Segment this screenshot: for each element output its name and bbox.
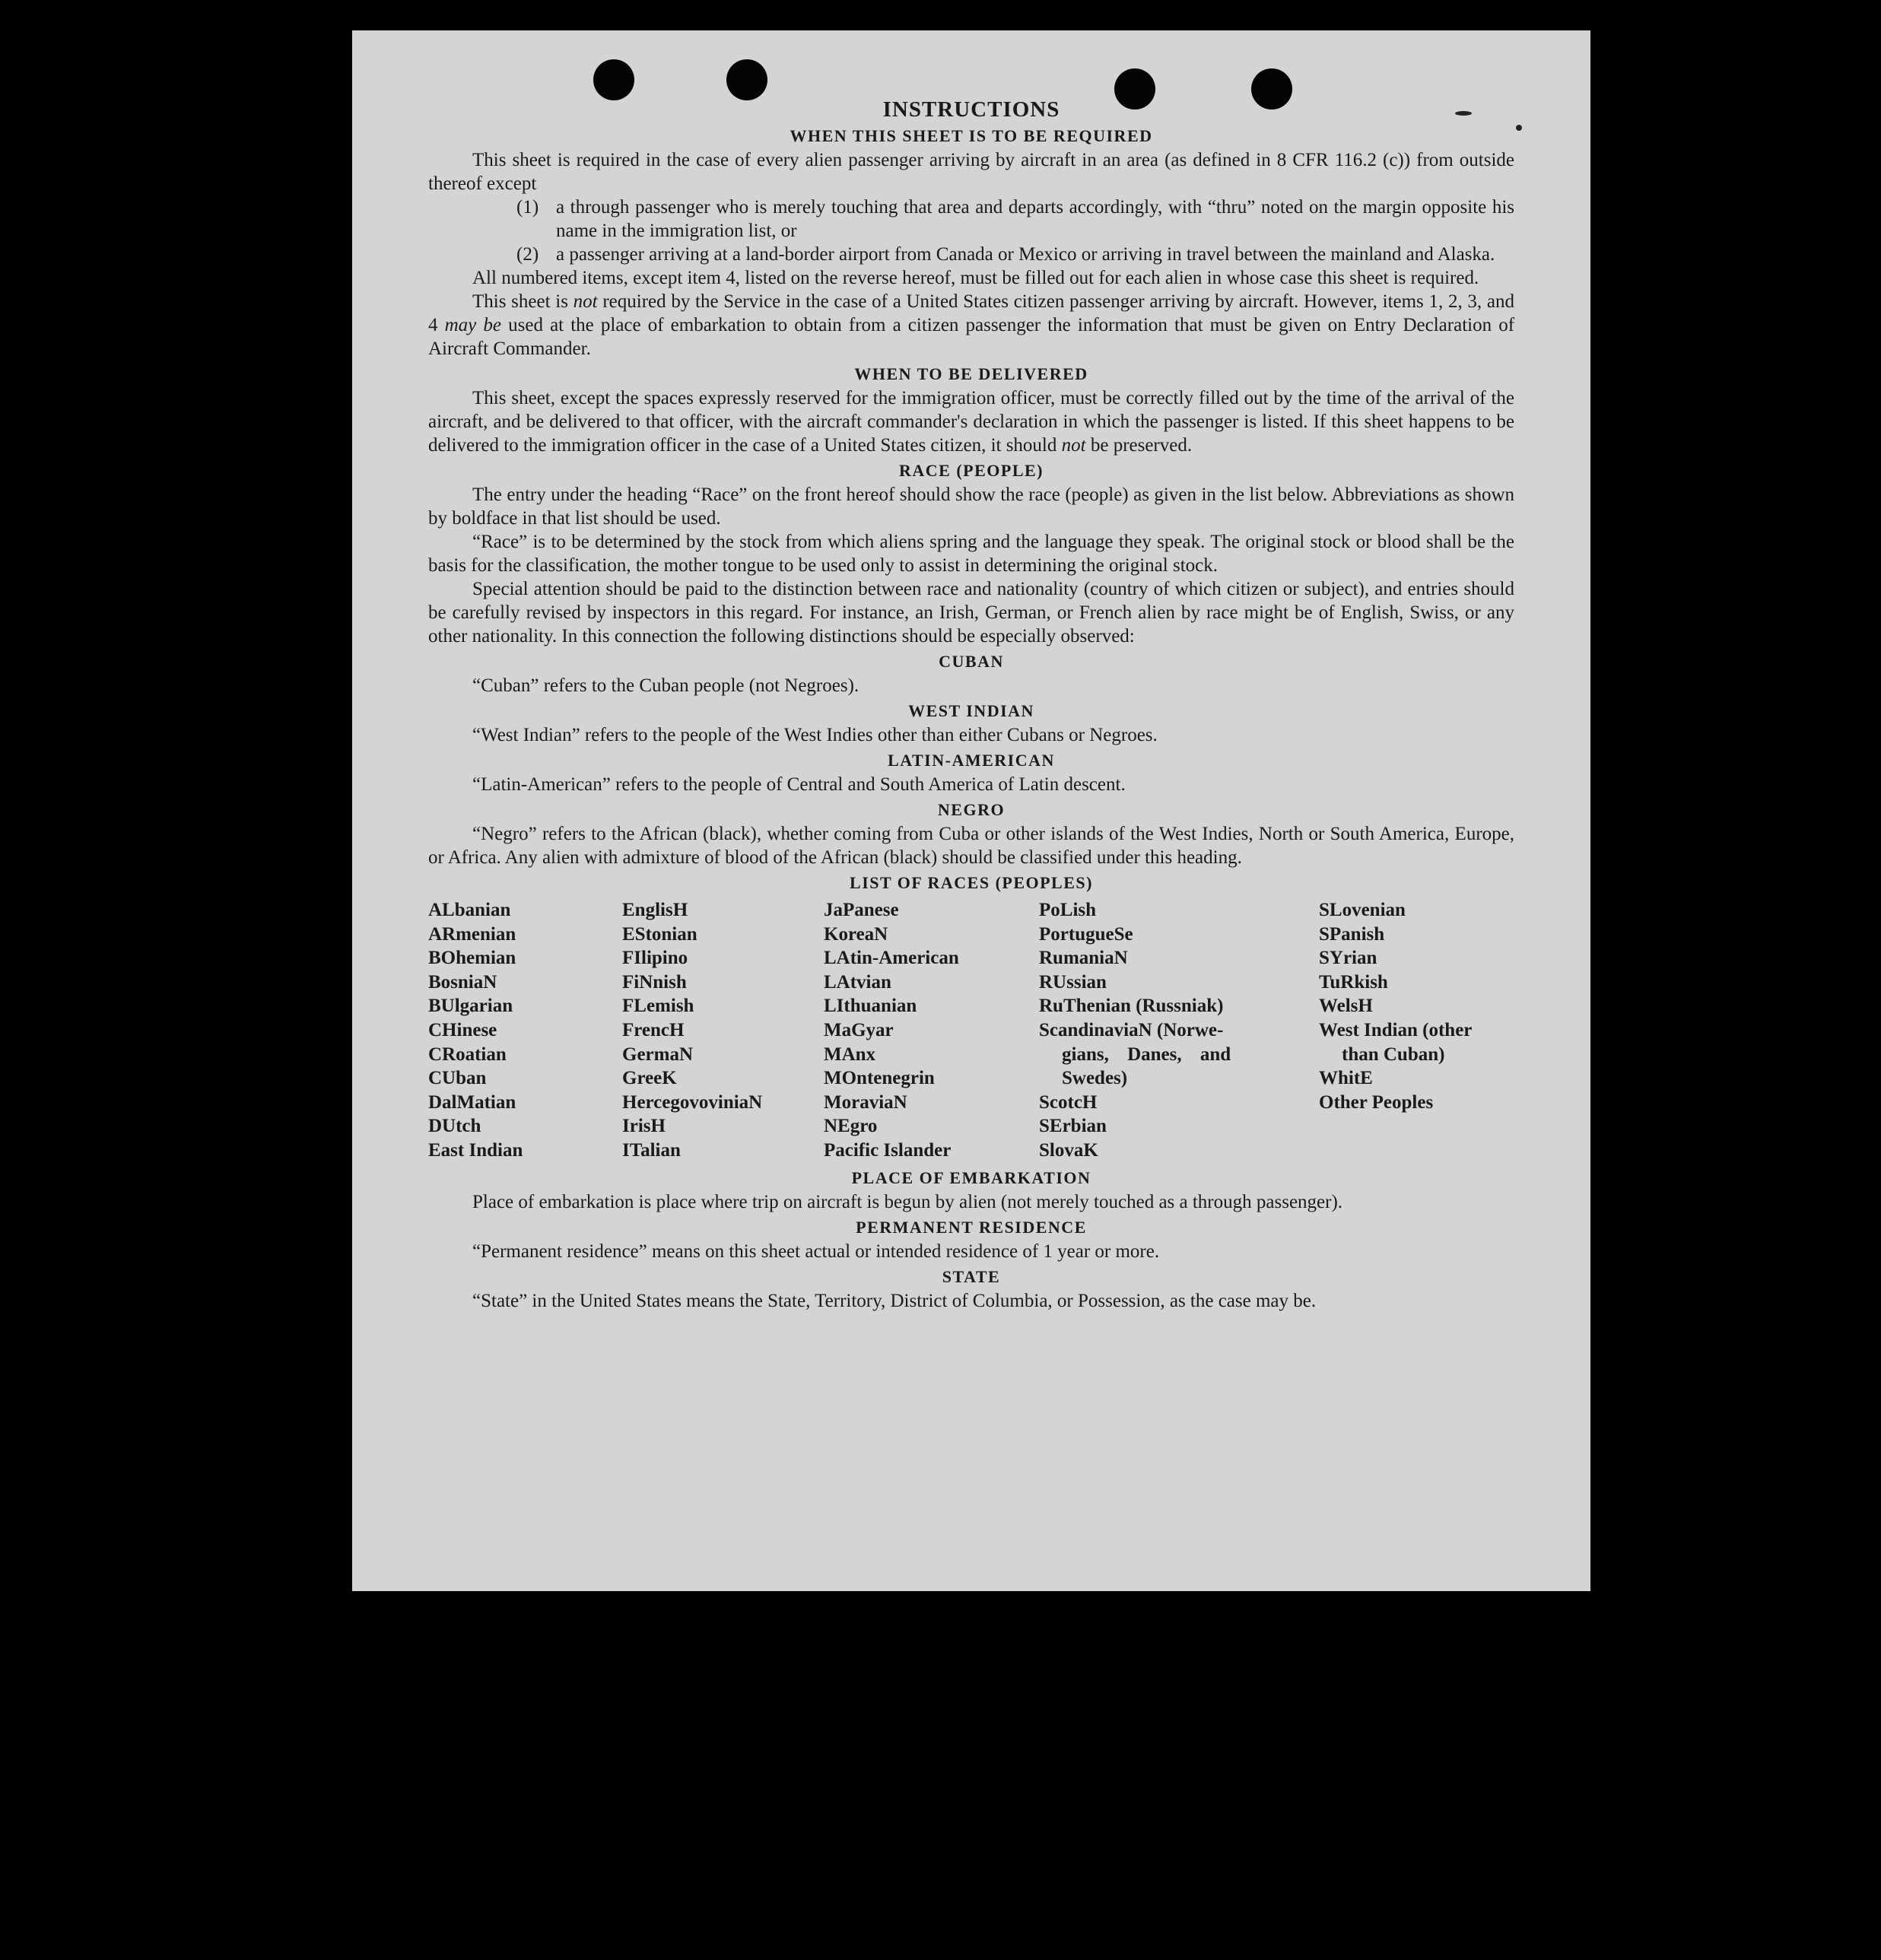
race-entry: GermaN [622, 1044, 694, 1065]
race-entry: TuRkish [1319, 971, 1388, 993]
race-entry: BosniaN [428, 971, 497, 993]
race-para-1: The entry under the heading “Race” on the front hereof should show the race (people) as given in the list below. Abbreviations as shown by boldface in that list should be used. [428, 484, 1514, 529]
race-entry-continued: Swedes) [1062, 1068, 1128, 1089]
race-entry: SYrian [1319, 948, 1377, 969]
race-entry: EnglisH [622, 900, 688, 920]
race-entry: Other Peoples [1319, 1091, 1434, 1113]
race-entry: JaPanese [824, 900, 899, 920]
delivered-text [428, 386, 1514, 457]
race-entry: WhitE [1319, 1068, 1373, 1089]
race-entry: PoLish [1039, 900, 1097, 920]
state-heading: STATE [942, 1266, 1001, 1286]
race-heading: RACE (PEOPLE) [899, 461, 1044, 480]
punch-hole-2 [726, 59, 767, 100]
negro-heading: NEGRO [937, 800, 1006, 819]
race-entry: SlovaK [1039, 1139, 1098, 1161]
race-entry: NEgro [824, 1116, 878, 1137]
embarkation-heading: PLACE OF EMBARKATION [851, 1167, 1091, 1187]
race-entry: MoraviaN [824, 1091, 907, 1113]
race-entry: CUban [428, 1068, 487, 1089]
race-entry: ScandinaviaN (Norwe- [1039, 1019, 1224, 1040]
instruction-sheet [352, 30, 1590, 1591]
state-text: “State” in the United States means the State, Territory, District of Columbia, or Possession, as the case may be. [472, 1290, 1317, 1311]
exception-number: (1) [516, 197, 539, 218]
race-entry: KoreaN [824, 923, 888, 945]
race-entry: SPanish [1319, 923, 1385, 945]
race-column-5 [1319, 898, 1514, 1163]
citizen-text-part: used at the place of embarkation to obtain from a citizen passenger the information that must be given on Entry Declaration of Aircraft Commander. [428, 315, 1515, 359]
race-entry-continued: gians, Danes, and [1062, 1044, 1231, 1065]
race-entry: DUtch [428, 1116, 481, 1137]
citizen-text [428, 290, 1514, 361]
exception-text: a passenger arriving at a land-border airport from Canada or Mexico or arriving in travel between the mainland and Alaska. [556, 244, 1495, 265]
citizen-text-part: This sheet is [472, 291, 568, 312]
race-entry: MAnx [824, 1044, 876, 1065]
race-entry: FIlipino [622, 948, 688, 969]
race-list [428, 898, 1514, 1163]
race-entry: FrencH [622, 1019, 685, 1040]
race-entry: BUlgarian [428, 996, 513, 1017]
race-entry: LIthuanian [824, 996, 917, 1017]
race-column-3 [824, 898, 1039, 1163]
race-entry: CRoatian [428, 1044, 507, 1065]
race-column-1 [428, 898, 622, 1163]
race-entry: DalMatian [428, 1091, 516, 1113]
race-entry: SLovenian [1319, 900, 1406, 920]
race-entry: MOntenegrin [824, 1068, 935, 1089]
required-heading: WHEN THIS SHEET IS TO BE REQUIRED [790, 126, 1153, 145]
delivered-heading: WHEN TO BE DELIVERED [854, 364, 1088, 383]
race-list-heading: LIST OF RACES (PEOPLES) [850, 873, 1093, 892]
race-entry: CHinese [428, 1019, 497, 1040]
race-entry: PortugueSe [1039, 923, 1133, 945]
citizen-emphasis: not [573, 291, 598, 312]
race-entry: HercegovoviniaN [622, 1091, 763, 1113]
race-entry: MaGyar [824, 1019, 894, 1040]
race-entry: WelsH [1319, 996, 1373, 1017]
punch-hole-1 [593, 59, 634, 100]
residence-heading: PERMANENT RESIDENCE [856, 1217, 1087, 1237]
page-title: INSTRUCTIONS [882, 97, 1060, 122]
embarkation-text: Place of embarkation is place where trip on aircraft is begun by alien (not merely touched as a through passenger). [472, 1191, 1343, 1212]
race-entry: ScotcH [1039, 1091, 1098, 1113]
negro-text: “Negro” refers to the African (black), whether coming from Cuba or other islands of the West Indies, North or South America, Europe, or Africa. Any alien with admixture of blood of the African (black) should be classified under this heading. [428, 824, 1514, 868]
cuban-heading: CUBAN [939, 652, 1004, 671]
race-entry: FLemish [622, 996, 694, 1017]
residence-text: “Permanent residence” means on this sheet actual or intended residence of 1 year or more. [472, 1240, 1160, 1262]
race-entry: SErbian [1039, 1116, 1107, 1137]
race-entry: LAtvian [824, 971, 891, 993]
race-entry: ITalian [622, 1139, 681, 1161]
exception-number: (2) [516, 244, 539, 265]
race-entry: EStonian [622, 923, 697, 945]
race-entry: RuThenian (Russniak) [1039, 996, 1224, 1017]
citizen-emphasis: may be [444, 315, 501, 335]
delivered-emphasis: not [1061, 435, 1086, 456]
race-entry: RumaniaN [1039, 948, 1128, 969]
latin-american-text: “Latin-American” refers to the people of Central and South America of Latin descent. [472, 774, 1126, 795]
race-entry: FiNnish [622, 971, 687, 993]
delivered-text-part: be preserved. [1090, 435, 1193, 456]
race-entry: RUssian [1039, 971, 1107, 993]
citizen-text-part: required by the Service in the case of a United States citizen passenger arriving by aircraft. However, items 1, 2, 3, and 4 [428, 291, 1515, 335]
race-entry: Pacific Islander [824, 1139, 952, 1161]
race-entry: LAtin-American [824, 948, 959, 969]
west-indian-text: “West Indian” refers to the people of the West Indies other than either Cubans or Negroes. [472, 725, 1158, 745]
race-entry: ARmenian [428, 923, 516, 945]
race-column-4 [1039, 898, 1319, 1163]
exception-item [516, 243, 1514, 266]
speck-mark [1516, 125, 1522, 131]
race-para-2: “Race” is to be determined by the stock from which aliens spring and the language they speak. The original stock or blood shall be the basis for the classification, the mother tongue to be used only to assist in determining the original stock. [428, 532, 1514, 576]
instructions-body [428, 97, 1514, 1313]
race-entry: East Indian [428, 1139, 523, 1161]
latin-american-heading: LATIN-AMERICAN [888, 751, 1055, 770]
exception-item [516, 195, 1514, 243]
race-entry: West Indian (other [1319, 1019, 1473, 1040]
race-entry: GreeK [622, 1068, 677, 1089]
exception-text: a through passenger who is merely touching that area and departs accordingly, with “thru” noted on the margin opposite his name in the immigration list, or [556, 197, 1514, 241]
race-entry-continued: than Cuban) [1342, 1044, 1445, 1065]
numbered-items-text: All numbered items, except item 4, listed on the reverse hereof, must be filled out for each alien in whose case this sheet is required. [472, 268, 1479, 288]
delivered-text-part: This sheet, except the spaces expressly reserved for the immigration officer, must be correctly filled out by the time of the arrival of the aircraft, and be delivered to that officer, with the aircraft commander's declaration in which the passenger is listed. If this sheet happens to be delivered to the immigration officer in the case of a United States citizen, it should [428, 388, 1514, 456]
race-entry: IrisH [622, 1116, 666, 1137]
required-intro: This sheet is required in the case of every alien passenger arriving by aircraft in an area (as defined in 8 CFR 116.2 (c)) from outside thereof except [428, 150, 1514, 194]
race-entry: BOhemian [428, 948, 516, 969]
west-indian-heading: WEST INDIAN [908, 701, 1034, 720]
race-para-3: Special attention should be paid to the distinction between race and nationality (country of which citizen or subject), and entries should be carefully revised by inspectors in this regard. For instance, an Irish, German, or French alien by race might be of English, Swiss, or any other nationality. In this connection the following distinctions should be especially observed: [428, 579, 1514, 646]
race-entry: ALbanian [428, 900, 511, 920]
race-column-2 [622, 898, 824, 1163]
cuban-text: “Cuban” refers to the Cuban people (not Negroes). [472, 675, 859, 696]
